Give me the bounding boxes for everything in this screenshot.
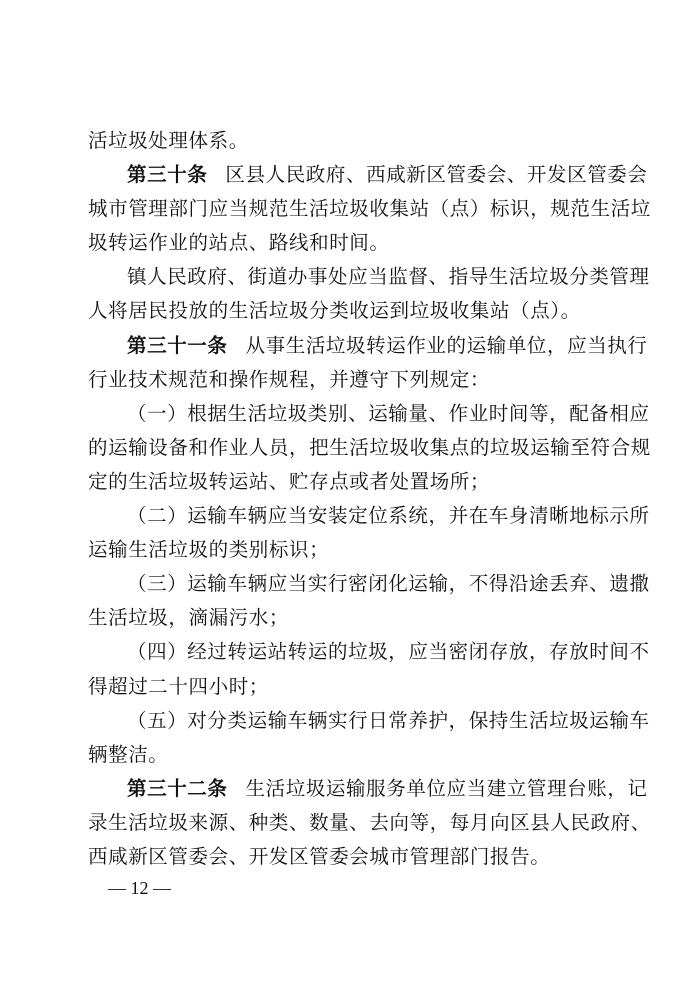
list-item-line — [127, 635, 650, 669]
line-text: 行业技术规范和操作规程，并遵守下列规定： — [88, 367, 491, 391]
line-text: 人将居民投放的生活垃圾分类收运到垃圾收集站（点）。 — [88, 299, 581, 323]
article-30-heading-line — [127, 158, 648, 192]
paragraph-line — [127, 260, 650, 294]
line-text: （三）运输车辆应当实行密闭化运输，不得沿途丢弃、遗撒 — [127, 572, 650, 596]
list-item-line — [127, 567, 650, 601]
line-text: 活垃圾处理体系。 — [88, 129, 249, 152]
paragraph-line — [88, 738, 618, 772]
paragraph-line — [88, 192, 651, 226]
line-text: （二）运输车辆应当安装定位系统，并在车身清晰地标示所 — [127, 504, 650, 528]
paragraph-line — [88, 806, 651, 840]
article-number: 第三十二条 — [127, 776, 228, 800]
page-number: — 12 — — [108, 878, 171, 898]
paragraph-line — [88, 601, 618, 635]
line-text: 运输生活垃圾的类别标识； — [88, 538, 330, 562]
article-31-heading-line — [127, 329, 648, 363]
line-text: 圾转运作业的站点、路线和时间。 — [88, 231, 390, 255]
list-item-line — [127, 704, 650, 738]
list-item-line — [127, 397, 650, 431]
line-text: 镇人民政府、街道办事处应当监督、指导生活垃圾分类管理 — [127, 265, 650, 289]
paragraph-line — [88, 840, 618, 874]
article-number: 第三十一条 — [127, 333, 228, 357]
list-item-line — [127, 499, 650, 533]
paragraph-line — [88, 465, 618, 499]
article-number: 第三十条 — [127, 163, 208, 187]
line-text: （五）对分类运输车辆实行日常养护，保持生活垃圾运输车 — [127, 708, 650, 732]
paragraph-line — [88, 533, 618, 567]
paragraph-line — [88, 294, 618, 328]
line-text: 从事生活垃圾转运作业的运输单位，应当执行 — [245, 333, 648, 357]
paragraph-line — [88, 363, 618, 397]
line-text: 区县人民政府、西咸新区管委会、开发区管委会 — [225, 163, 648, 187]
line-text: 生活垃圾，滴漏污水； — [88, 606, 290, 630]
line-text: 生活垃圾运输服务单位应当建立管理台账，记 — [245, 776, 648, 800]
paragraph-line — [88, 226, 618, 260]
line-text: 定的生活垃圾转运站、贮存点或者处置场所； — [88, 469, 491, 493]
paragraph-line — [88, 431, 651, 465]
line-text: 录生活垃圾来源、种类、数量、去向等，每月向区县人民政府、 — [88, 810, 651, 834]
line-text: 辆整洁。 — [88, 742, 169, 766]
line-text: 得超过二十四小时； — [88, 674, 269, 698]
line-text: （四）经过转运站转运的垃圾，应当密闭存放，存放时间不 — [127, 640, 650, 664]
paragraph-line — [88, 670, 618, 704]
line-text: 的运输设备和作业人员，把生活垃圾收集点的垃圾运输至符合规 — [88, 435, 651, 459]
line-text: 西咸新区管委会、开发区管委会城市管理部门报告。 — [88, 845, 551, 868]
line-text: 城市管理部门应当规范生活垃圾收集站（点）标识，规范生活垃 — [88, 197, 651, 221]
paragraph-line — [88, 124, 618, 158]
line-text: （一）根据生活垃圾类别、运输量、作业时间等，配备相应 — [127, 401, 650, 425]
article-32-heading-line — [127, 772, 648, 806]
